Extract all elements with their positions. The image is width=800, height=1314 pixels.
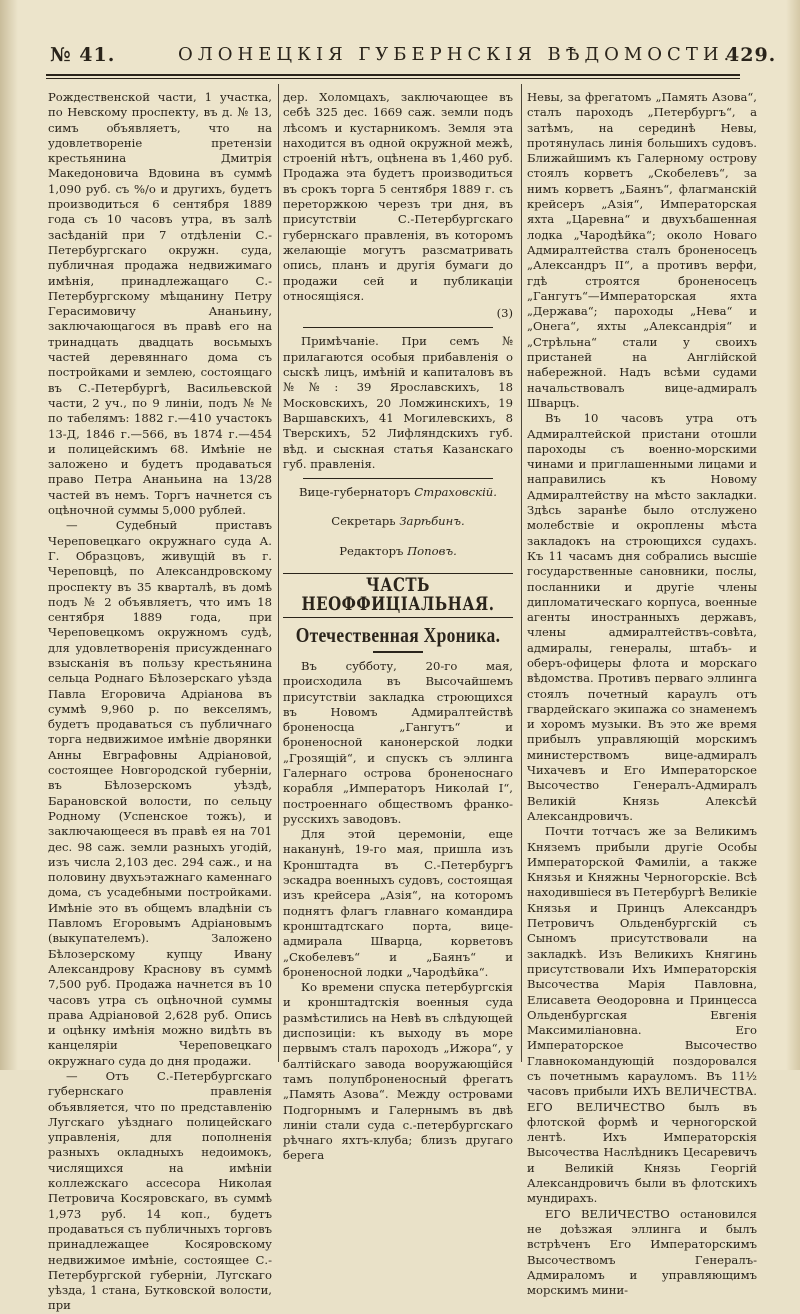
divider bbox=[283, 617, 513, 618]
chronicle-heading: Отечественная Хроника. bbox=[295, 622, 501, 647]
column-3 bbox=[527, 90, 757, 1298]
column-divider bbox=[278, 84, 279, 1062]
heading-rule bbox=[373, 651, 423, 653]
section-title: ЧАСТЬ НЕОФФИЦІАЛЬНАЯ. bbox=[301, 573, 495, 616]
signature-name: Страховскій. bbox=[414, 485, 497, 500]
issue-number: № 41. bbox=[50, 44, 116, 66]
column-2 bbox=[283, 90, 513, 1164]
chronicle-paragraph: Почти тотчасъ же за Великимъ Княземъ прибыли другіе Особы Императорской Фамиліи, а также Князья и Княжны Черногорскіе. Всѣ находившіеся въ Петербургѣ Великіе Князья и Принцъ Александръ Петровичъ Ольденбургскій съ Сыномъ присутствовали на закладкѣ. Изъ Великихъ Княгинь присутствовали Ихъ Императорскія Высочества Марія Павловна, Елисавета Ѳеодоровна и Принцесса Ольденбургская Евгенія Максимиліановна. Его Императорское Высочество Главнокомандующій поздоровался съ почетнымъ карауломъ. Въ 11½ часовъ прибыли ИХЪ ВЕЛИЧЕСТВА. ЕГО ВЕЛИЧЕСТВО былъ въ флотской формѣ и черногорской лентѣ. Ихъ Императорскія Высочества Наслѣдникъ Цесаревичъ и Великій Князь Георгій Александровичъ были въ флотскихъ мундирахъ. bbox=[527, 824, 757, 1206]
note-paragraph: Примѣчаніе. При семъ № прилагаются особыя прибавленія о сыскѣ лицъ, имѣній и капиталовъ въ №№: 39 Ярославскихъ, 18 Московскихъ, 20 Ломжинскихъ, 19 Варшавскихъ, 41 Могилевскихъ, 8 Тверскихъ, 52 Лифляндскихъ губ. вѣд. и сыскная статья Казанскаго губ. правленія. bbox=[283, 334, 513, 471]
divider bbox=[303, 478, 493, 479]
signature-label: Секретарь bbox=[331, 514, 396, 529]
signature-name: Зарѣбинъ. bbox=[399, 514, 465, 529]
column-divider bbox=[521, 84, 522, 1062]
signature-vice-governor bbox=[283, 485, 513, 500]
signature-secretary bbox=[283, 514, 513, 529]
notice-paragraph: дер. Холомцахъ, заключающее въ себѣ 325 дес. 1669 саж. земли подъ лѣсомъ и кустарникомъ. Земля эта находится въ одной окружной межѣ, строеній нѣтъ, оцѣнена въ 1,460 руб. Продажа эта будетъ производиться въ срокъ торга 5 сентября 1889 г. съ переторжкою черезъ три дня, въ присутствіи С.-Петербургскаго губернскаго правленія, въ которомъ желающіе могутъ разсматривать опись, планъ и другія бумаги до продажи сей и публикаціи относящіяся. bbox=[283, 90, 513, 303]
page-number: 429. bbox=[726, 44, 777, 66]
signature-name: Поповъ. bbox=[407, 543, 457, 558]
notice-paragraph: — Судебный приставъ Череповецкаго окружнаго суда А. Г. Образцовъ, живущій въ г. Череповцѣ, по Александровскому проспекту въ 35 кварталѣ, въ домѣ подъ № 2 объявляетъ, что имъ 18 сентября 1889 года, при Череповецкомъ окружномъ судѣ, для удовлетворенія присужденнаго взысканія въ пользу крестьянина сельца Роднаго Бѣлозерскаго уѣзда Павла Егоровича Адріанова въ суммѣ 9,960 р. по векселямъ, будетъ продаваться съ публичнаго торга недвижимое имѣніе дворянки Анны Евграфовны Адріановой, состоящее Новгородской губерніи, въ Бѣлозерскомъ уѣздѣ, Барановской волости, по сельцу Родному (Успенское тожъ), и заключающееся въ правѣ ея на 701 дес. 98 саж. земли разныхъ угодій, изъ числа 2,103 дес. 294 саж., и на половину двухъэтажнаго каменнаго дома, съ усадебными постройками. Имѣніе это въ общемъ владѣніи съ Павломъ Егоровымъ Адріановымъ (выкупателемъ). Заложено Бѣлозерскому купцу Ивану Александрову Краснову въ суммѣ 7,500 руб. Продажа начнется въ 10 часовъ утра съ оцѣночной суммы права Адріановой 2,628 руб. Опись и оцѣнку имѣнія можно видѣть въ канцеляріи Череповецкаго окружнаго суда до дня продажи. bbox=[48, 518, 272, 1068]
divider bbox=[303, 327, 493, 328]
page-edge-shadow bbox=[0, 0, 18, 1070]
notice-reference: (3) bbox=[496, 306, 513, 321]
signature-label: Вице-губернаторъ bbox=[299, 485, 411, 500]
chronicle-paragraph: Ко времени спуска петербургскія и кронштадтскія военныя суда размѣстились на Невѣ въ слѣдующей диспозиціи: къ выходу въ море первымъ сталъ пароходъ „Ижора“, у балтійскаго завода вооружающійся тамъ полупброненосный фрегатъ „Память Азова“. Между островами Подгорнымъ и Галернымъ въ двѣ линіи стали суда с.-петербургскаго рѣчнаго яхтъ-клуба; близъ другаго берега bbox=[283, 980, 513, 1163]
newspaper-title: ОЛОНЕЦКІЯ ГУБЕРНСКІЯ ВѢДОМОСТИ. bbox=[178, 44, 735, 65]
chronicle-paragraph: Невы, за фрегатомъ „Память Азова“, сталъ пароходъ „Петербургъ“, а затѣмъ, на серединѣ Невы, протянулась линія большихъ судовъ. Ближайшимъ къ Галерному острову стоялъ корветъ „Скобелевъ“, за нимъ корветъ „Баянъ“, флагманскій крейсеръ „Азія“, Императорская яхта „Царевна“ и двухъбашенная лодка „Чародѣйка“; около Новаго Адмиралтейства сталъ броненосецъ „Александръ II“, а противъ верфи, гдѣ строятся броненосецъ „Гангутъ“—Императорская яхта „Держава“; пароходы „Нева“ и „Онега“, яхты „Александрія“ и „Стрѣльна“ стали у своихъ пристаней на Англійской набережной. Надъ всѣми судами начальствовалъ вице-адмиралъ Шварцъ. bbox=[527, 90, 757, 410]
signature-editor bbox=[283, 544, 513, 559]
page-edge-shadow-right bbox=[786, 0, 800, 1070]
chronicle-paragraph: Въ субботу, 20-го мая, происходила въ Высочайшемъ присутствіи закладка строющихся въ Новомъ Адмиралтействѣ броненосца „Гангутъ“ и броненосной канонерской лодки „Грозящій“, и спускъ съ эллинга Галернаго острова броненоснаго корабля „Императоръ Николай I“, построеннаго обществомъ франко-русскихъ заводовъ. bbox=[283, 658, 513, 826]
notice-paragraph: — Отъ С.-Петербургскаго губернскаго правленія объявляется, что по представленію Лугскаго уѣзднаго полицейскаго управленія, для пополненія разныхъ окладныхъ недоимокъ, числящихся на имѣніи коллежскаго ассесора Николая Петровича Косяровскаго, въ суммѣ 1,973 руб. 14 коп., будетъ продаваться съ публичныхъ торговъ принадлежащее Косяровскому недвижимое имѣніе, состоящее С.-Петербургской губерніи, Лугскаго уѣзда, 1 стана, Бутковской волости, при bbox=[48, 1069, 273, 1313]
chronicle-paragraph: Для этой церемоніи, еще наканунѣ, 19-го мая, пришла изъ Кронштадта въ С.-Петербургъ эскадра военныхъ судовъ, состоящая изъ крейсера „Азія“, на которомъ поднятъ флагъ главнаго командира кронштадтскаго порта, вице-адмирала Шварца, корветовъ „Скобелевъ“ и „Баянъ“ и броненосной лодки „Чародѣйка“. bbox=[283, 827, 513, 979]
column-1 bbox=[48, 90, 272, 1314]
notice-paragraph: Рождественской части, 1 участка, по Невскому проспекту, въ д. № 13, симъ объявляетъ, что на удовлетвореніе претензіи крестьянина Дмитрія Македоновича Вдовина въ суммѣ 1,090 руб. съ %/о и другихъ, будетъ производиться 6 сентября 1889 года съ 10 часовъ утра, въ залѣ засѣданій при 7 отдѣленіи С.-Петербургскаго окружн. суда, публичная продажа недвижимаго имѣнія, принадлежащаго С.-Петербургскому мѣщанину Петру Герасимовичу Ананьину, заключающагося въ правѣ его на тринадцать двадцать восьмыхъ частей деревяннаго дома съ постройками и землею, состоящаго въ С.-Петербургѣ, Васильевской части, 2 уч., по 9 линіи, подъ № № по табелямъ: 1882 г.—410 участокъ 13-Д, 1846 г.—566, въ 1874 г.—454 и полицейскимъ 68. Имѣніе не заложено и будетъ продаваться право Петра Ананьина на 13/28 частей въ немъ. Торгъ начнется съ оцѣночной суммы 5,000 рублей. bbox=[48, 90, 272, 518]
chronicle-paragraph: ЕГО ВЕЛИЧЕСТВО остановился не доѣзжая эллинга и былъ встрѣченъ Его Императорскимъ Высочествомъ Генералъ-Адмираломъ и управляющимъ морскимъ мини- bbox=[527, 1206, 757, 1298]
header-rule-thin bbox=[46, 78, 740, 79]
header-rule bbox=[46, 74, 740, 76]
chronicle-paragraph: Въ 10 часовъ утра отъ Адмиралтейской пристани отошли пароходы съ военно-морскими чинами и приглашенными лицами и направились къ Новому Адмиралтейству на мѣсто закладки. Здѣсь заранѣе было отслужено молебствіе и окроплены мѣста закладокъ на строющихся судахъ. Къ 11 часамъ дня собрались высшіе государственные сановники, послы, посланники и другіе члены дипломатическаго корпуса, военные агенты иностранныхъ державъ, члены адмиралтействъ-совѣта, адмиралы, генералы, штабъ- и оберъ-офицеры флота и морскаго вѣдомства. Противъ перваго эллинга стоялъ почетный караулъ отъ гвардейскаго экипажа со знаменемъ и хоромъ музыки. Въ это же время прибылъ управляющій морскимъ министерствомъ вице-адмиралъ Чихачевъ и Его Императорское Высочество Генералъ-Адмиралъ Великій Князь Алексѣй Александровичъ. bbox=[527, 411, 757, 823]
signature-label: Редакторъ bbox=[339, 543, 404, 558]
